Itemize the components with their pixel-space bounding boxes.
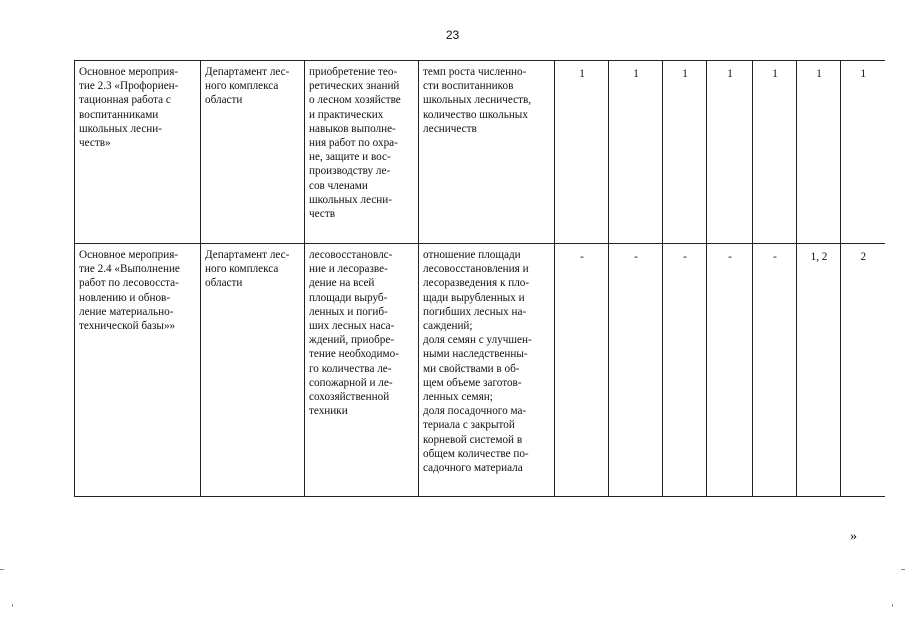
activity-cell: Основное мероприя- тие 2.3 «Профориен- тационная работа с воспитанниками школьных лесни- честв» bbox=[75, 61, 201, 244]
crop-mark bbox=[901, 569, 905, 570]
value-cell: 1 bbox=[841, 61, 885, 244]
value-cell: 1 bbox=[707, 61, 753, 244]
activities-table bbox=[74, 60, 885, 497]
page-number: 23 bbox=[445, 28, 460, 42]
value-cell: 2 bbox=[841, 244, 885, 497]
crop-mark bbox=[12, 604, 13, 607]
closing-quote: » bbox=[850, 529, 857, 544]
value-cell: 1 bbox=[609, 61, 663, 244]
value-cell: - bbox=[753, 244, 797, 497]
executor-cell: Департамент лес- ного комплекса области bbox=[201, 244, 305, 497]
value-cell: - bbox=[663, 244, 707, 497]
value-cell: 1 bbox=[753, 61, 797, 244]
value-cell: - bbox=[609, 244, 663, 497]
value-cell: 1 bbox=[555, 61, 609, 244]
value-cell: 1 bbox=[663, 61, 707, 244]
result-cell: приобретение тео- ретических знаний о лесном хозяйстве и практических навыков выполне- ния работ по охра- не, защите и вос- производству ле- сов членами школьных лесни- честв bbox=[305, 61, 419, 244]
value-cell: 1 bbox=[797, 61, 841, 244]
result-cell: лесовосстановлс- ние и лесоразве- дение на всей площади выруб- ленных и погиб- ших лесных насa- ждений, приобре- тение необходимо- го количества ле- сопожарной и ле- сохозяйственной техники bbox=[305, 244, 419, 497]
table-row bbox=[75, 61, 885, 244]
activity-cell: Основное мероприя- тие 2.4 «Выполнение работ по лесовосста- новлению и обнов- ление материально- технической базы»» bbox=[75, 244, 201, 497]
value-cell: - bbox=[555, 244, 609, 497]
indicator-cell: темп роста численно- сти воспитанников школьных лесничеств, количество школьных лесничеств bbox=[419, 61, 555, 244]
value-cell: - bbox=[707, 244, 753, 497]
crop-mark bbox=[0, 569, 4, 570]
value-cell: 1, 2 bbox=[797, 244, 841, 497]
crop-mark bbox=[892, 604, 893, 607]
table-row bbox=[75, 244, 885, 497]
indicator-cell: отношение площади лесовосстановления и лесоразведения к пло- щади вырубленных и погибших лесных на- саждений; доля семян с улучшен- ными наследственны- ми свойствами в об- щем объеме заготов- ленных семян; доля посадочного ма- териала с закрытой корневой системой в общем количестве по- садочного материала bbox=[419, 244, 555, 497]
executor-cell: Департамент лес- ного комплекса области bbox=[201, 61, 305, 244]
